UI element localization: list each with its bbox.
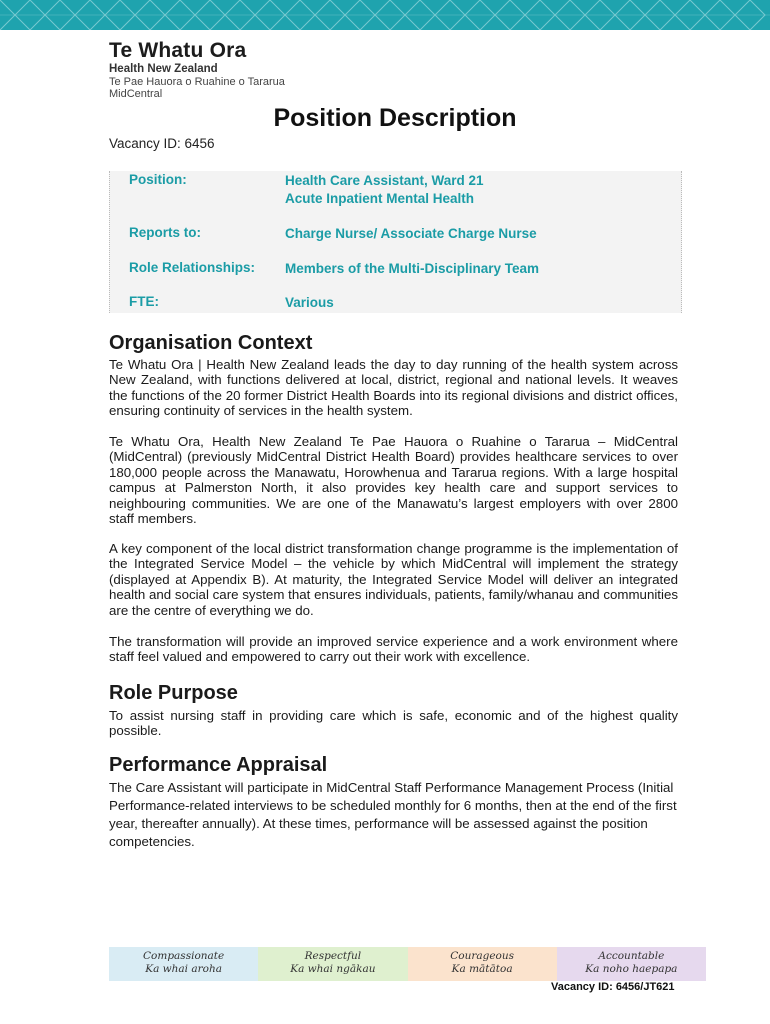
position-info-table [109,171,682,313]
value-english: Accountable [598,950,665,962]
value-english: Courageous [450,950,515,962]
heading-organisation-context: Organisation Context [109,332,313,354]
row-value [285,172,484,208]
value-maori: Ka mātātoa [451,963,513,975]
row-label: Role Relationships: [129,260,256,275]
values-footer [109,947,706,981]
org-name: Te Whatu Ora [109,39,247,62]
paragraph: To assist nursing staff in providing care which is safe, economic and of the highest quality possible. [109,708,678,739]
value-respectful [258,947,407,981]
row-value: Members of the Multi-Disciplinary Team [285,261,540,276]
value-compassionate [109,947,258,981]
heading-performance-appraisal: Performance Appraisal [109,754,328,776]
paragraph: The Care Assistant will participate in MidCentral Staff Performance Management Process (Initial Performance-related interviews to be scheduled monthly for 6 months, then at the end of the first year, thereafter annually). At these times, performance will be assessed against the position competencies. [109,780,677,849]
value-english: Compassionate [143,950,225,962]
page-title: Position Description [273,104,517,132]
banner-pattern-icon [0,0,770,30]
org-logo [109,40,285,100]
row-value-line: Acute Inpatient Mental Health [285,191,475,206]
paragraph: Te Whatu Ora | Health New Zealand leads the day to day running of the health system across New Zealand, with functions delivered at local, district, regional and national levels. It weaves the functions of the 20 former District Health Boards into its regional divisions and district offices, ensuring continuity of services in the health system. [109,357,678,419]
paragraph: A key component of the local district transformation change programme is the implementation of the Integrated Service Model – the vehicle by which MidCentral will implement the strategy (displayed at Appendix B). At maturity, the Integrated Service Model will deliver an integrated health and social care system that ensures individuals, patients, family/whanau and communities are the centre of everything we do. [109,541,678,618]
value-maori: Ka noho haepapa [585,963,678,975]
vacancy-id: Vacancy ID: 6456 [109,136,215,151]
paragraph: Te Whatu Ora, Health New Zealand Te Pae Hauora o Ruahine o Tararua – MidCentral (MidCentral) (previously MidCentral District Health Board) provides healthcare services to over 180,000 people across the Manawatu, Horowhenua and Tararua regions. With a large hospital campus at Palmerston North, it also provides key health care and support services to neighbouring communities. We are one of the Manawatu’s largest employers with over 2800 staff members. [109,434,678,527]
value-maori: Ka whai aroha [145,963,223,975]
footer-vacancy-ref: Vacancy ID: 6456/JT621 [551,981,675,993]
row-value: Charge Nurse/ Associate Charge Nurse [285,226,537,241]
row-label: FTE: [129,294,159,309]
value-english: Respectful [304,950,362,962]
row-label: Position: [129,172,187,187]
row-value: Various [285,295,334,310]
org-subtitle: Health New Zealand [109,63,218,75]
header-banner [0,0,770,30]
region-line-2: MidCentral [109,88,163,100]
row-label: Reports to: [129,225,201,240]
paragraph: The transformation will provide an improved service experience and a work environment where staff feel valued and empowered to carry out their work with excellence. [109,634,678,665]
value-accountable [557,947,706,981]
value-maori: Ka whai ngākau [290,963,376,975]
value-courageous [408,947,557,981]
row-value-line: Health Care Assistant, Ward 21 [285,173,484,188]
heading-role-purpose: Role Purpose [109,682,238,704]
region-line-1: Te Pae Hauora o Ruahine o Tararua [109,76,285,88]
